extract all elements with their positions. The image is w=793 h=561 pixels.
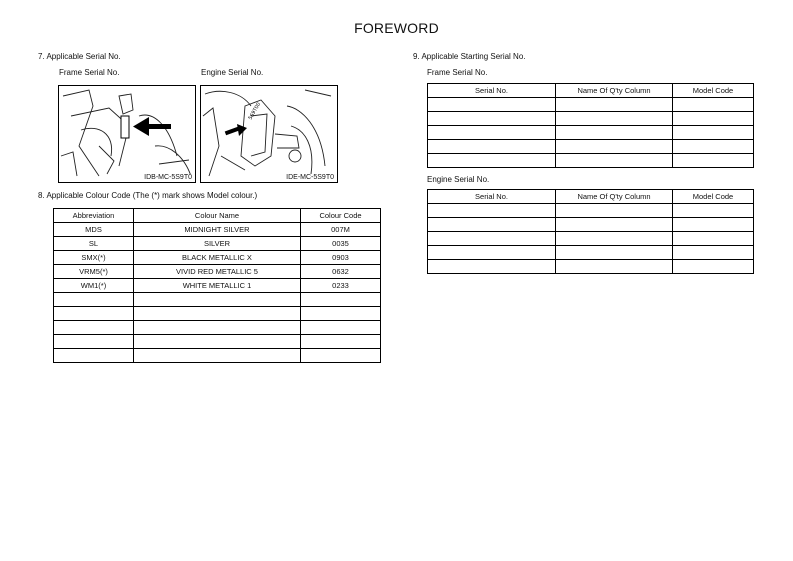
abbreviation-cell: MDS [54,223,134,237]
arrow-left-icon [133,117,171,136]
qty-cell [556,260,673,274]
engine-serial-label: Engine Serial No. [201,68,264,77]
colour-name-cell: VIVID RED METALLIC 5 [134,265,301,279]
table-row [54,307,381,321]
qty-cell [556,140,673,154]
model-code-cell [673,232,754,246]
table-row [428,154,754,168]
table-row [428,246,754,260]
header-qty-column: Name Of Q'ty Column [556,84,673,98]
qty-cell [556,154,673,168]
serial-cell [428,126,556,140]
engine-figure-id: IDE-MC-5S9T0 [286,174,334,181]
qty-cell [556,98,673,112]
qty-cell [556,218,673,232]
svg-text:5S9T00: 5S9T00 [247,101,263,121]
model-code-cell [673,260,754,274]
colour-code-cell [301,293,381,307]
serial-cell [428,98,556,112]
header-qty-column: Name Of Q'ty Column [556,190,673,204]
colour-name-cell [134,335,301,349]
page-title: FOREWORD [354,20,439,36]
abbreviation-cell [54,307,134,321]
colour-code-cell [301,335,381,349]
model-code-cell [673,112,754,126]
table-row [428,126,754,140]
serial-cell [428,154,556,168]
colour-code-cell [301,349,381,363]
table-row [428,218,754,232]
table-row [54,293,381,307]
table-row [54,237,381,251]
table-row [428,140,754,154]
colour-name-cell: SILVER [134,237,301,251]
section9-heading: 9. Applicable Starting Serial No. [413,52,526,61]
engine-table-header [428,190,754,204]
abbreviation-cell: SMX(*) [54,251,134,265]
colour-name-cell [134,293,301,307]
abbreviation-cell: SL [54,237,134,251]
header-abbreviation: Abbreviation [54,209,134,223]
colour-code-cell: 0233 [301,279,381,293]
colour-code-cell: 0632 [301,265,381,279]
table-row [54,279,381,293]
colour-code-cell [301,307,381,321]
model-code-cell [673,246,754,260]
header-serial-no: Serial No. [428,190,556,204]
colour-table-header [54,209,381,223]
table-row [54,223,381,237]
serial-cell [428,218,556,232]
engine-illustration [201,86,337,182]
header-colour-name: Colour Name [134,209,301,223]
serial-cell [428,112,556,126]
frame-illustration [59,86,195,182]
frame-figure-id: IDB-MC-5S9T0 [144,174,192,181]
colour-name-cell [134,321,301,335]
serial-cell [428,246,556,260]
abbreviation-cell: WM1(*) [54,279,134,293]
colour-name-cell: BLACK METALLIC X [134,251,301,265]
qty-cell [556,126,673,140]
colour-name-cell [134,307,301,321]
model-code-cell [673,140,754,154]
header-model-code: Model Code [673,84,754,98]
colour-code-cell: 007M [301,223,381,237]
header-model-code: Model Code [673,190,754,204]
serial-cell [428,140,556,154]
abbreviation-cell [54,293,134,307]
table-row [428,232,754,246]
engine-serial-figure [200,85,338,183]
frame-serial-table [427,83,754,168]
qty-cell [556,204,673,218]
abbreviation-cell: VRM5(*) [54,265,134,279]
colour-name-cell: WHITE METALLIC 1 [134,279,301,293]
colour-code-table [53,208,381,363]
section8-heading: 8. Applicable Colour Code (The (*) mark shows Model colour.) [38,191,258,200]
colour-code-cell: 0903 [301,251,381,265]
model-code-cell [673,204,754,218]
table-row [428,98,754,112]
table-row [54,251,381,265]
serial-plate [121,116,129,138]
qty-cell [556,232,673,246]
qty-cell [556,246,673,260]
colour-code-cell: 0035 [301,237,381,251]
frame-serial-figure [58,85,196,183]
colour-name-cell [134,349,301,363]
section7-heading: 7. Applicable Serial No. [38,52,121,61]
abbreviation-cell [54,321,134,335]
starting-frame-serial-label: Frame Serial No. [427,68,488,77]
table-row [54,265,381,279]
model-code-cell [673,218,754,232]
model-code-cell [673,154,754,168]
table-row [54,335,381,349]
serial-cell [428,260,556,274]
serial-cell [428,204,556,218]
header-serial-no: Serial No. [428,84,556,98]
engine-serial-table [427,189,754,274]
table-row [428,112,754,126]
frame-serial-label: Frame Serial No. [59,68,120,77]
table-row [54,349,381,363]
model-code-cell [673,98,754,112]
table-row [428,260,754,274]
table-row [54,321,381,335]
header-colour-code: Colour Code [301,209,381,223]
qty-cell [556,112,673,126]
abbreviation-cell [54,349,134,363]
serial-cell [428,232,556,246]
abbreviation-cell [54,335,134,349]
model-code-cell [673,126,754,140]
frame-table-header [428,84,754,98]
colour-name-cell: MIDNIGHT SILVER [134,223,301,237]
table-row [428,204,754,218]
colour-code-cell [301,321,381,335]
starting-engine-serial-label: Engine Serial No. [427,175,490,184]
